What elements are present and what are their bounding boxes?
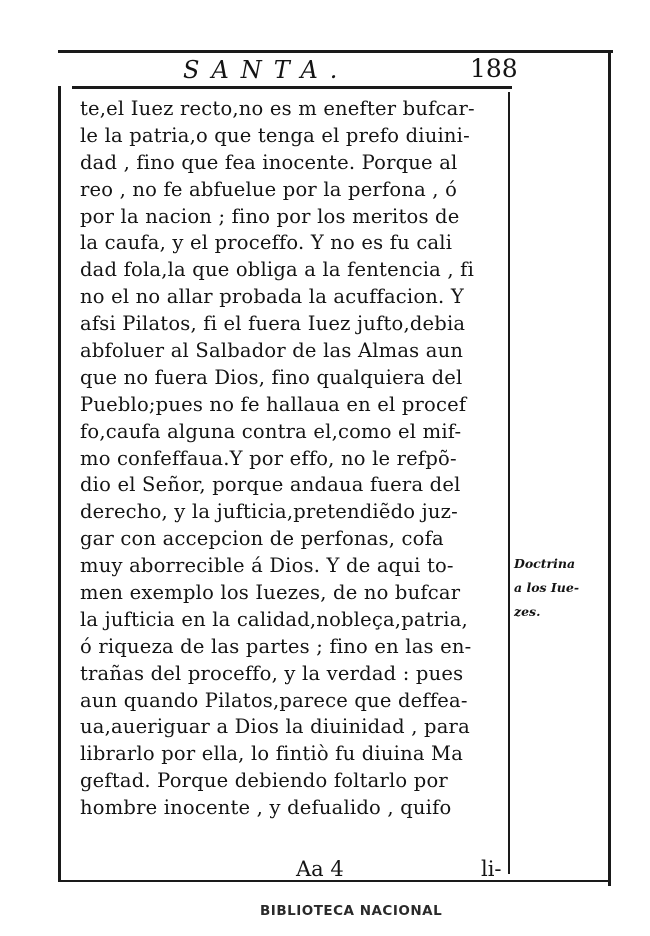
text-line: Pueblo;pues no fe hallaua en el procef	[80, 392, 467, 416]
text-line: dad , fino que fea inocente. Porque al	[80, 150, 458, 174]
text-line: abfoluer al Salbador de las Almas aun	[80, 339, 464, 363]
marginal-note-line: Doctrina	[514, 556, 576, 571]
text-line: trañas del proceffo, y la verdad : pues	[80, 661, 464, 685]
left-frame-rule	[58, 86, 61, 881]
catchword: li-	[481, 857, 502, 881]
text-line: derecho, y la jufticia,pretendiẽdo juz-	[80, 500, 458, 524]
text-line: no el no allar probada la acuffacion. Y	[80, 285, 464, 309]
text-line: muy aborrecible á Dios. Y de aqui to-	[80, 554, 454, 578]
header-rule	[72, 86, 512, 89]
page-number: 188	[470, 54, 518, 83]
text-line: gar con accepcion de perfonas, cofa	[80, 527, 444, 551]
running-head: SANTA.	[183, 56, 350, 84]
text-line: que no fuera Dios, fino qualquiera del	[80, 365, 463, 389]
text-line: geftad. Porque debiendo foltarlo por	[80, 769, 448, 793]
text-line: por la nacion ; fino por los meritos de	[80, 204, 460, 228]
marginal-note-line: a los Iue-	[514, 580, 580, 595]
top-frame-rule	[58, 50, 613, 53]
text-line: reo , no fe abfuelue por la perfona , ó	[80, 177, 458, 201]
text-line: dad fola,la que obliga a la fentencia , fi	[80, 258, 475, 282]
text-line: mo confeffaua.Y por effo, no le refpõ-	[80, 446, 457, 470]
text-line: te,el Iuez recto,no es m enefter bufcar-	[80, 97, 475, 120]
text-line: dio el Señor, porque andaua fuera del	[80, 473, 461, 497]
signature-mark: Aa 4	[296, 857, 344, 881]
margin-column-rule	[508, 92, 510, 874]
right-frame-rule	[608, 52, 611, 886]
body-text-block	[80, 96, 505, 822]
text-line: ó riqueza de las partes ; fino en las en-	[80, 634, 472, 658]
marginal-note-line: zes.	[514, 604, 541, 619]
text-line: fo,caufa alguna contra el,como el mif-	[80, 419, 462, 443]
text-line: ua,aueriguar a Dios la diuinidad , para	[80, 715, 470, 739]
text-line: afsi Pilatos, fi el fuera Iuez jufto,debia	[80, 312, 466, 336]
text-line: la caufa, y el proceffo. Y no es fu cali	[80, 231, 453, 255]
text-line: men exemplo los Iuezes, de no bufcar	[80, 581, 461, 605]
text-line: librarlo por ella, lo fintiò fu diuina Ma	[80, 742, 464, 766]
text-line: hombre inocente , y defualido , quifo	[80, 796, 452, 820]
library-stamp: BIBLIOTECA NACIONAL	[260, 903, 443, 919]
marginal-note	[514, 552, 606, 624]
text-line: aun quando Pilatos,parece que deffea-	[80, 688, 468, 712]
text-line: le la patria,o que tenga el prefo diuini-	[80, 123, 470, 147]
text-line: la jufticia en la calidad,nobleça,patria,	[80, 607, 468, 631]
